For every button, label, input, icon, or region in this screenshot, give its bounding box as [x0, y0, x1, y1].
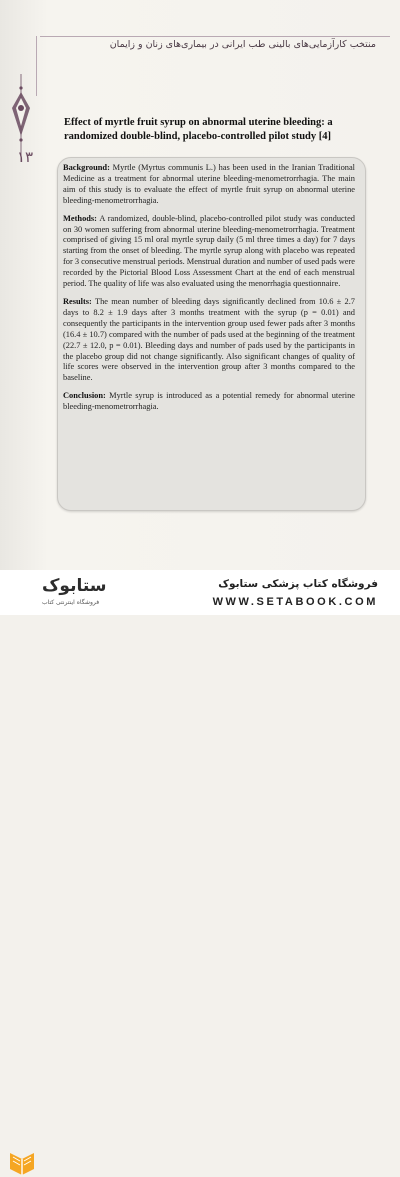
- page-number: ۱۳: [17, 148, 34, 166]
- book-page: [0, 0, 400, 570]
- methods-text: A randomized, double-blind, placebo-controlled pilot study was conducted on 30 women suffering from abnormal uterine bleeding-menometrorrhagia. Treatment comprised of giving 15 ml oral myrtle syrup daily (5 ml three times a day) for 7 days starting from the onset of bleeding. The myrtle syrup along with placebo was repeated for 3 consecutive menstrual periods. Menstrual duration and number of used pads were recorded by the Pictorial Blood Loss Assessment Chart at the end of each menstrual period. The quality of life was also evaluated using the menorrhagia questionnaire.: [63, 213, 355, 289]
- results-paragraph: [63, 297, 355, 384]
- logo-subtitle: فروشگاه اینترنتی کتاب: [42, 599, 100, 606]
- conclusion-paragraph: [63, 391, 355, 413]
- methods-paragraph: [63, 214, 355, 290]
- logo-text: ستابوک: [42, 576, 107, 596]
- conclusion-text: Myrtle syrup is introduced as a potential remedy for abnormal uterine bleeding-menometrorrhagia.: [63, 391, 355, 412]
- store-name: فروشگاه کتاب پزشکی ستابوک: [218, 578, 378, 590]
- results-label: Results:: [63, 296, 92, 306]
- side-rule: [36, 36, 37, 96]
- conclusion-label: Conclusion:: [63, 391, 106, 401]
- results-text: The mean number of bleeding days significantly declined from 10.6 ± 2.7 days to 8.2 ± 1.9 days after 3 months treatment with the syrup (p = 0.01) and consequently the participants in the intervention group used fewer pads after 3 months (16.4 ± 10.7) compared with the number of pads used at the beginning of the treatment (22.7 ± 12.0, p = 0.01). Bleeding days and number of pads used by the participants in the placebo group did not change significantly. Also significant changes of quality of life scores were observed in the intervention group after 3 months compared to the baseline.: [63, 296, 355, 383]
- book-logo-icon: [8, 1147, 36, 1177]
- article-title: Effect of myrtle fruit syrup on abnormal uterine bleeding: a randomized double-blind, placebo-controlled pilot study [4]: [64, 117, 333, 142]
- running-header: منتخب کارآزمایی‌های بالینی طب ایرانی در بیماری‌های زنان و زایمان: [109, 39, 376, 50]
- background-paragraph: [63, 163, 355, 207]
- header-rule: [40, 36, 390, 37]
- methods-label: Methods:: [63, 213, 97, 223]
- background-text: Myrtle (Myrtus communis L.) has been used in the Iranian Traditional Medicine as a treatment for abnormal uterine bleeding-menometrorrhagia. The main aim of this study is to evaluate the effect of myrtle fruit syrup on abnormal uterine bleeding-menometrorrhagia.: [63, 163, 355, 205]
- store-url-link[interactable]: WWW.SETABOOK.COM: [212, 596, 378, 608]
- background-label: Background:: [63, 163, 110, 172]
- abstract-content: [63, 163, 355, 420]
